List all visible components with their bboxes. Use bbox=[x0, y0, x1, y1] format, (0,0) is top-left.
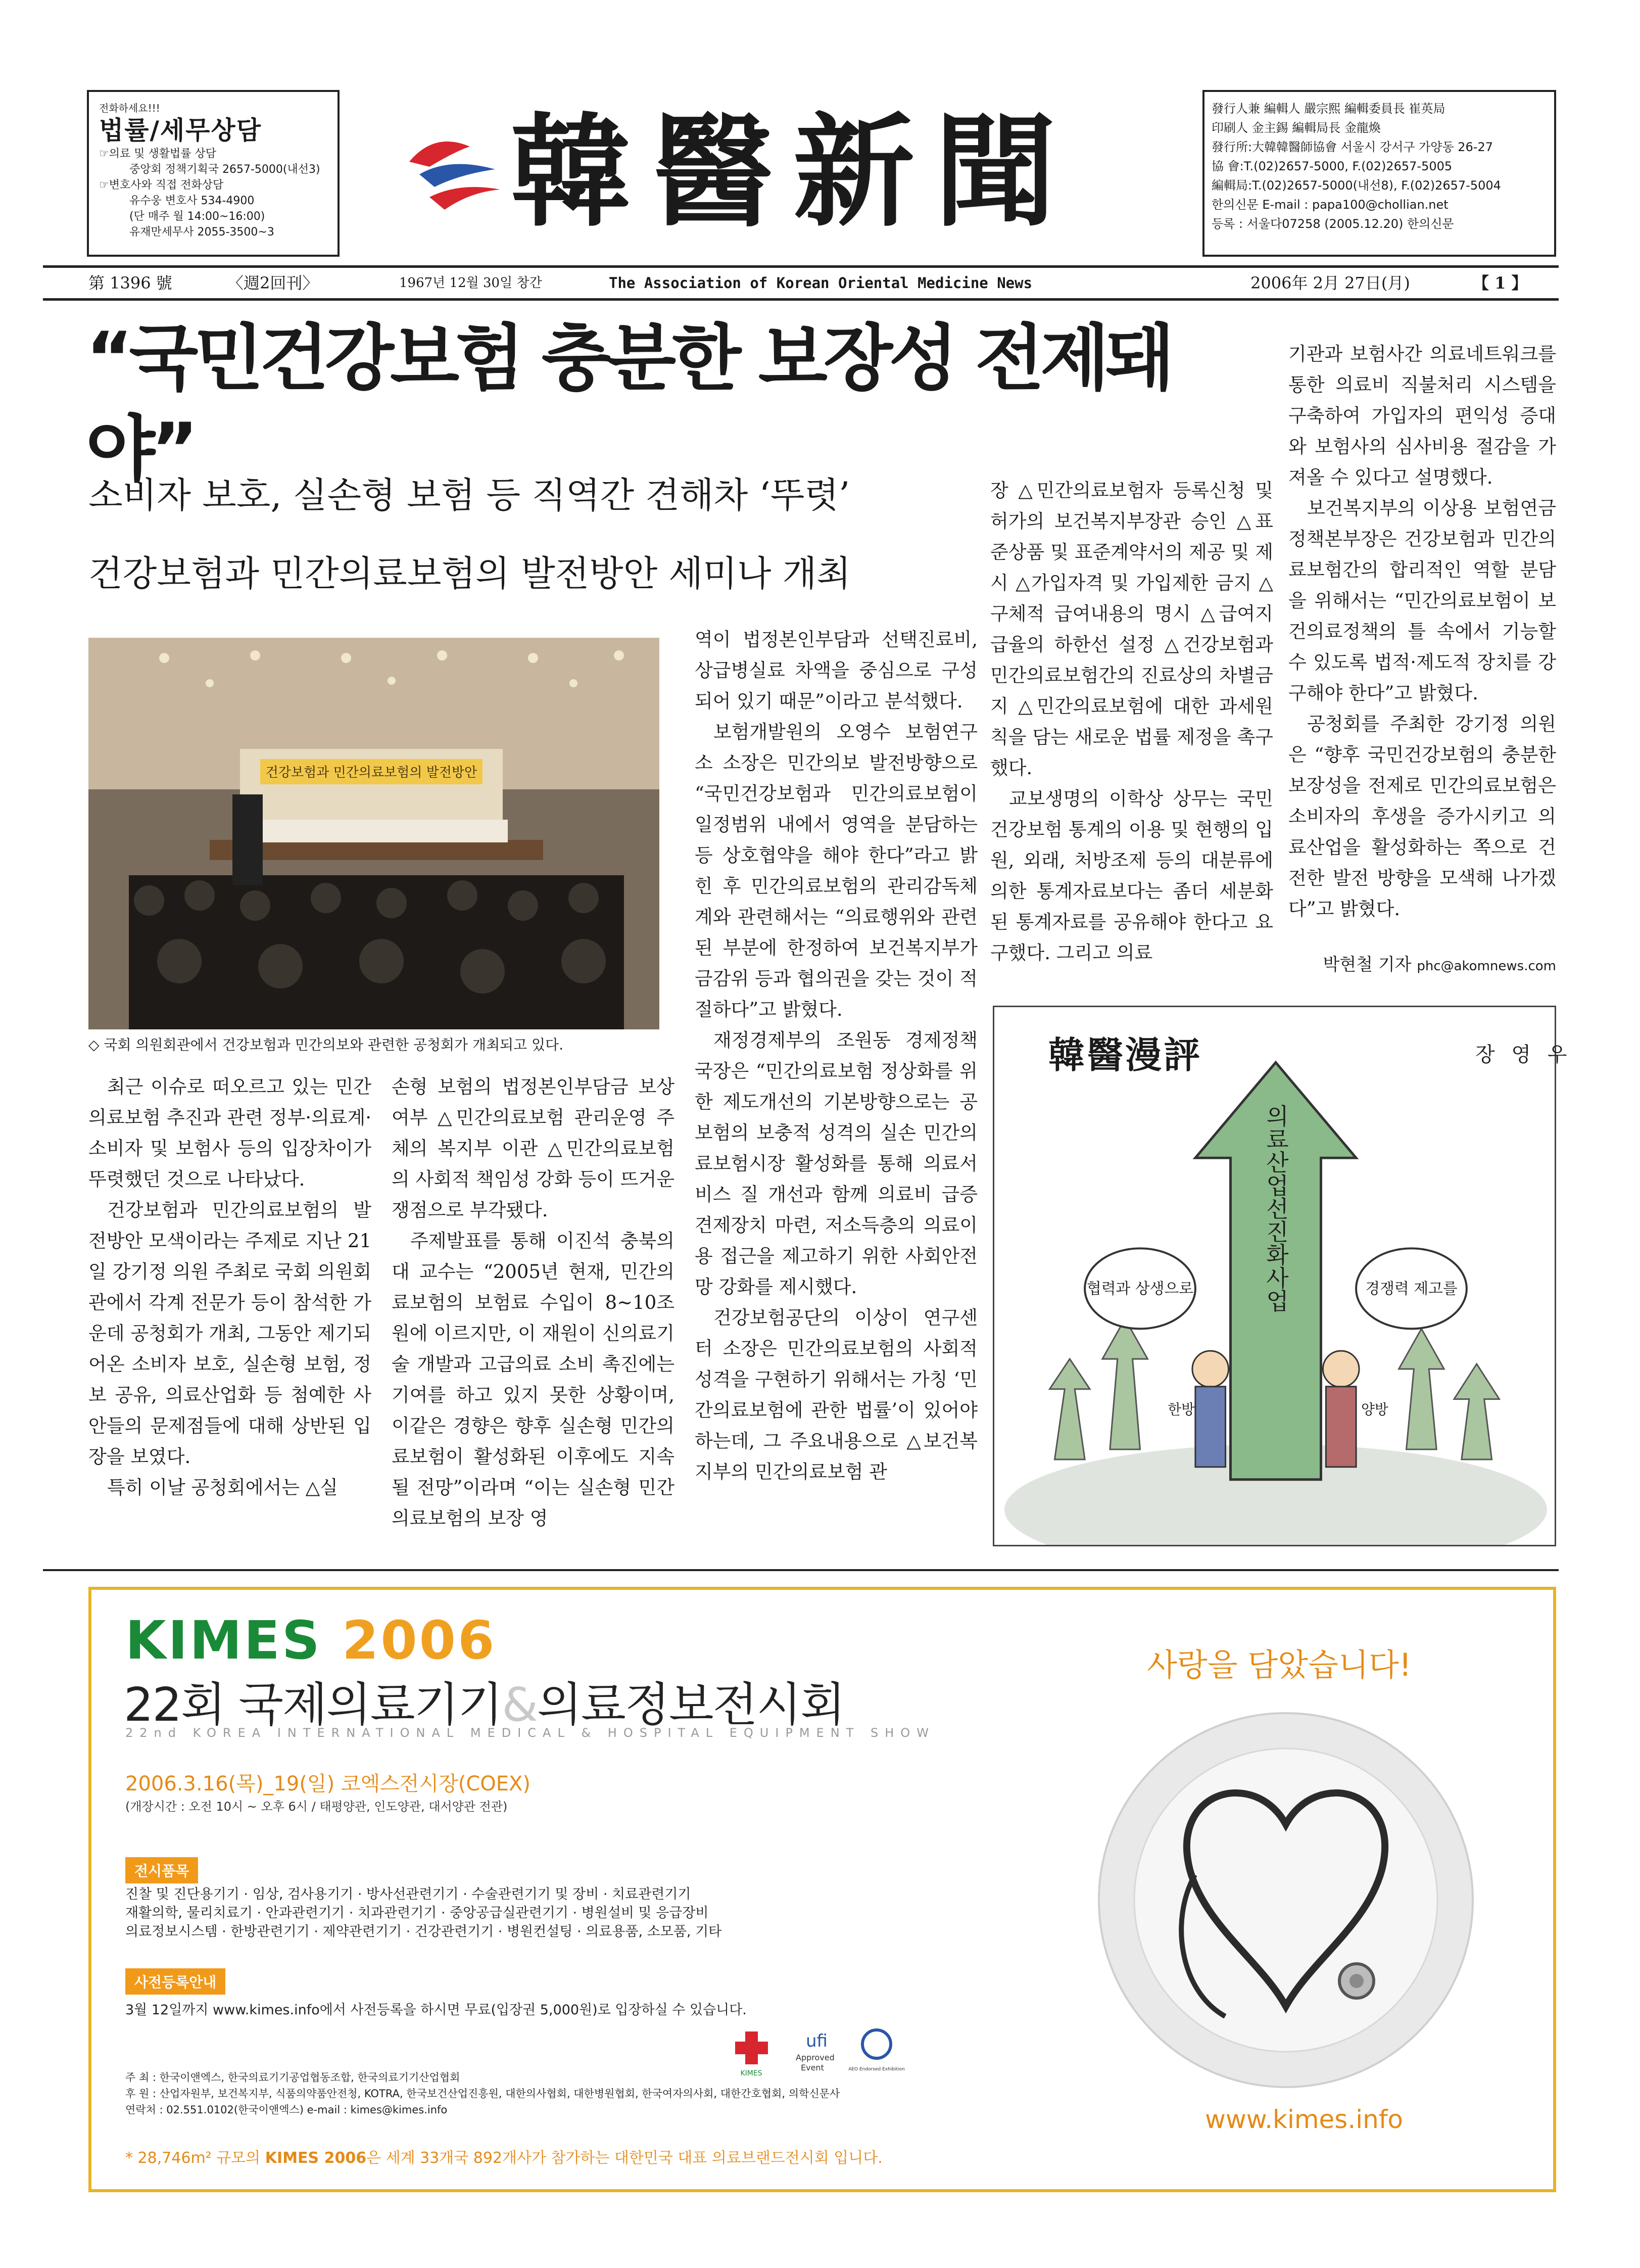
consult-line: ☞변호사와 직접 전화상담 bbox=[99, 179, 224, 192]
left-speech-bubble: 협력과 상생으로 bbox=[1086, 1280, 1194, 1298]
article-paragraph: 건강보험공단의 이상이 연구센터 소장은 민간의료보험의 사회적 성격을 구현하기 위해서는 가칭 ‘민간의료보험에 관한 법률’이 있어야 하는데, 그 주요내용으로 △보건복지부의 민간의료보험 관 bbox=[695, 1307, 978, 1483]
kimes-mini-logo: KIMES bbox=[740, 2069, 762, 2077]
ufi-approved: Approved bbox=[796, 2053, 835, 2062]
right-speech-bubble: 경쟁력 제고를 bbox=[1365, 1280, 1458, 1298]
article-paragraph: 기관과 보험사간 의료네트워크를 통한 의료비 직불처리 시스템을 구축하여 가입자의 편익성 증대와 보험사의 심사비용 절감을 가져올 수 있다고 설명했다. bbox=[1288, 343, 1556, 488]
organizer-line: 후 원 : 산업자원부, 보건복지부, 식품의약품안전청, KOTRA, 한국보건산업진흥원, 대한의사협회, 대한병원협회, 한국여자의사회, 대한간호협회, 의학신문사 bbox=[125, 2088, 840, 2100]
consult-line: ☞의료 및 생활법률 상담 bbox=[99, 148, 216, 160]
cartoon-title: 韓醫漫評 bbox=[1048, 1033, 1202, 1076]
page-number: 【 1 】 bbox=[1473, 273, 1528, 293]
masthead-bottom-rule bbox=[43, 298, 1559, 301]
issue-frequency: 〈週2回刊〉 bbox=[227, 273, 319, 293]
organizer-line: 주 최 : 한국이앤엑스, 한국의료기기공업협동조합, 한국의료기기산업협회 bbox=[125, 2071, 460, 2084]
ad-footer-post: 은 세계 33개국 892개사가 참가하는 대한민국 대표 의료브랜드전시회 입니다. bbox=[366, 2149, 883, 2167]
publisher-line: 한의신문 E-mail : papa100@chollian.net bbox=[1212, 198, 1449, 212]
exhibition-title-amp: & bbox=[502, 1678, 538, 1732]
publisher-line: 등록 : 서울다07258 (2005.12.20) 한의신문 bbox=[1212, 217, 1454, 231]
legal-tax-consultation-box bbox=[87, 90, 340, 257]
kimes-logo-year: 2006 bbox=[342, 1610, 497, 1671]
stethoscope-heart-plate-icon bbox=[1094, 1708, 1478, 2092]
publisher-line: 印刷人 金主錫 編輯局長 金龍煥 bbox=[1212, 121, 1381, 135]
exhibit-items-list bbox=[125, 1885, 721, 1941]
article-paragraph: 장 △민간의료보험자 등록신청 및 허가의 보건복지부장관 승인 △표준상품 및 표준계약서의 제공 및 제시 △가입자격 및 가입제한 금지 △구체적 급여내용의 명시 △급여지급율의 하한선 설정 △건강보험과 민간의료보험간의 진료상의 차별금지 △민간의료보험에 대한 과세원칙을 담는 새로운 법률 제정을 촉구했다. bbox=[990, 480, 1273, 779]
article-headline: “국민건강보험 충분한 보장성 전제돼야” bbox=[86, 317, 1171, 491]
ad-footer-pre: * 28,746m² 규모의 bbox=[125, 2149, 265, 2167]
publisher-line: 發行所:大韓韓醫師協會 서울시 강서구 가양동 26-27 bbox=[1212, 140, 1493, 154]
article-paragraph: 최근 이슈로 떠오르고 있는 민간의료보험 추진과 관련 정부·의료계·소비자 및 보험사 등의 입장차이가 뚜렷했던 것으로 나타났다. bbox=[88, 1076, 371, 1190]
article-paragraph: 주제발표를 통해 이진석 충북의대 교수는 “2005년 현재, 민간의료보험의 보험료 수입이 8~10조원에 이르지만, 이 재원이 신의료기술 개발과 고급의료 소비 촉진에는 기여를 하고 있지 못한 상황이며, 이같은 경향은 향후 실손형 민간의료보험이 활성화된 이후에도 지속될 전망”이라며 “이는 실손형 민간의료보험의 보장 영 bbox=[392, 1230, 674, 1529]
consult-line: 중앙회 정책기획국 2657-5000(내선3) bbox=[129, 163, 320, 176]
exhibition-date: 2006.3.16(목)_19(일) 코엑스전시장(COEX) bbox=[125, 1772, 531, 1796]
newspaper-title: 韓醫新聞 bbox=[510, 101, 1076, 243]
exhibit-item-line: 재활의학, 물리치료기 · 안과관련기기 · 치과관련기기 · 중앙공급실관련기기 · 병원설비 및 응급장비 bbox=[125, 1905, 709, 1921]
ad-website-link[interactable]: www.kimes.info bbox=[1205, 2105, 1404, 2134]
issue-info-bar bbox=[43, 268, 1559, 298]
photo-caption: ◇ 국회 의원회관에서 건강보험과 민간의보와 관련한 공청회가 개최되고 있다. bbox=[88, 1036, 564, 1053]
article-paragraph: 보건복지부의 이상용 보험연금정책본부장은 건강보험과 민간의료보험간의 합리적인 역할 분담을 위해서는 “민간의료보험이 보건의료정책의 틀 속에서 기능할 수 있도록 법적·제도적 장치를 강구해야 한다”고 밝혔다. bbox=[1288, 497, 1556, 704]
article-paragraph: 역이 법정본인부담과 선택진료비, 상급병실료 차액을 중심으로 구성되어 있기 때문”이라고 분석했다. bbox=[695, 629, 978, 712]
exhibition-title-main: 22회 국제의료기기 bbox=[124, 1678, 502, 1732]
exhibition-title-end: 의료정보전시회 bbox=[537, 1678, 845, 1732]
kimes-logo-text: KIMES bbox=[125, 1610, 322, 1671]
right-figure-label: 양방 bbox=[1361, 1401, 1388, 1418]
publisher-line: 發行人兼 編輯人 嚴宗熙 編輯委員長 崔英局 bbox=[1212, 102, 1445, 116]
exhibition-hours: (개장시간 : 오전 10시 ~ 오후 6시 / 태평양관, 인도양관, 대서양관 전관) bbox=[125, 1800, 508, 1814]
publisher-info-box bbox=[1202, 90, 1556, 257]
article-paragraph: 건강보험과 민간의료보험의 발전방안 모색이라는 주제로 지난 21일 강기정 의원 주최로 국회 의원회관에서 각계 전문가 등이 참석한 가운데 공청회가 개최, 그동안 제기되어온 소비자 보호, 실손형 보험, 정보 공유, 의료산업화 등 첨예한 사안들의 문제점들에 대해 상반된 입장을 보였다. bbox=[88, 1199, 371, 1468]
exhibition-title bbox=[124, 1668, 844, 1734]
issue-number: 第 1396 號 bbox=[88, 273, 172, 293]
article-byline bbox=[1288, 951, 1556, 980]
article-column-3 bbox=[695, 624, 978, 1551]
article-column-4 bbox=[990, 475, 1273, 985]
ufi-event: Event bbox=[801, 2063, 824, 2072]
ad-slogan: 사랑을 담았습니다! bbox=[1147, 1646, 1412, 1683]
exhibit-items-badge: 전시품목 bbox=[125, 1857, 198, 1883]
ufi-logo: ufi bbox=[806, 2031, 828, 2051]
byline-email: phc@akomnews.com bbox=[1417, 959, 1556, 974]
article-paragraph: 공청회를 주최한 강기정 의원은 “향후 국민건강보험의 충분한 보장성을 전제로 민간의료보험은 소비자의 후생을 증가시키고 의료산업을 활성화하는 쪽으로 건전한 발전 방향을 모색해 나가겠다”고 밝혔다. bbox=[1288, 713, 1556, 920]
editorial-cartoon bbox=[993, 1006, 1556, 1546]
exhibition-english-title: 22nd KOREA INTERNATIONAL MEDICAL & HOSPITAL EQUIPMENT SHOW bbox=[125, 1726, 935, 1740]
pre-registration-badge: 사전등록안내 bbox=[125, 1968, 225, 1995]
article-subhead: 건강보험과 민간의료보험의 발전방안 세미나 개최 bbox=[88, 553, 851, 594]
article-paragraph: 손형 보험의 법정본인부담금 보상 여부 △민간의료보험 관리운영 주체의 복지부 이관 △민간의료보험의 사회적 책임성 강화 등이 뜨거운 쟁점으로 부각됐다. bbox=[392, 1076, 674, 1221]
exhibit-item-line: 진찰 및 진단용기기 · 임상, 검사용기기 · 방사선관련기기 · 수술관련기기 및 장비 · 치료관련기기 bbox=[125, 1886, 691, 1902]
article-column-1 bbox=[88, 1071, 371, 1551]
article-paragraph: 특히 이날 공청회에서는 △실 bbox=[107, 1477, 338, 1498]
article-column-2 bbox=[392, 1071, 674, 1551]
association-logo-icon bbox=[399, 126, 510, 217]
aeo-logo: AEO Endorsed Exhibition bbox=[848, 2067, 905, 2072]
issue-date: 2006年 2月 27日(月) bbox=[1250, 273, 1410, 293]
pre-registration-text: 3월 12일까지 www.kimes.info에서 사전등록을 하시면 무료(입장권 5,000원)로 입장하실 수 있습니다. bbox=[125, 2002, 747, 2018]
article-paragraph: 재정경제부의 조원동 경제정책국장은 “민간의료보험 정상화를 위한 제도개선의 기본방향으로는 공보험의 보충적 성격의 실손 민간의료보험시장 활성화를 통해 의료서비스 질 개선과 함께 의료비 급증 견제장치 마련, 저소득층의 의료이용 접근을 제고하기 위한 사회안전망 강화를 제시했다. bbox=[695, 1029, 978, 1298]
article-column-5 bbox=[1288, 339, 1556, 990]
photo-banner-text: 건강보험과 민간의료보험의 발전방안 bbox=[265, 765, 477, 780]
publisher-line: 編輯局:T.(02)2657-5000(내선8), F.(02)2657-5004 bbox=[1212, 178, 1501, 193]
article-subhead: 소비자 보호, 실손형 보험 등 직역간 견해차 ‘뚜렷’ bbox=[88, 475, 850, 516]
consult-line: 유재만세무사 2055-3500~3 bbox=[129, 226, 274, 239]
byline-name: 박현철 기자 bbox=[1323, 955, 1412, 975]
arrow-label: 의료산업선진화사업 bbox=[1262, 1104, 1289, 1312]
ad-footer-bold: KIMES 2006 bbox=[265, 2149, 367, 2167]
consult-title: 법률/세무상담 bbox=[99, 116, 262, 145]
founded-date: 1967년 12월 30일 창간 bbox=[399, 275, 542, 291]
consult-line: (단 매주 월 14:00~16:00) bbox=[129, 210, 265, 223]
article-paragraph: 교보생명의 이학상 상무는 국민건강보험 통계의 이용 및 현행의 입원, 외래, 처방조제 등의 대분류에 의한 통계자료보다는 좀더 세분화된 통계자료를 공유해야 한다고 요구했다. 그리고 의료 bbox=[990, 788, 1273, 964]
english-title: The Association of Korean Oriental Medicine News bbox=[609, 274, 1033, 292]
section-divider bbox=[43, 1569, 1559, 1571]
ad-footer-note bbox=[125, 2145, 883, 2167]
seminar-photo bbox=[88, 638, 659, 1029]
exhibit-item-line: 의료정보시스템 · 한방관련기기 · 제약관련기기 · 건강관련기기 · 병원컨설팅 · 의료용품, 소모품, 기타 bbox=[125, 1924, 722, 1940]
organizers-info bbox=[125, 2069, 840, 2118]
organizer-line: 연락처 : 02.551.0102(한국이앤엑스) e-mail : kimes@kimes.info bbox=[125, 2104, 448, 2116]
cartoon-author: 장 영 우 bbox=[1475, 1043, 1572, 1066]
publisher-line: 協 會:T.(02)2657-5000, F.(02)2657-5005 bbox=[1212, 159, 1453, 173]
consult-call-label: 전화하세요!!! bbox=[99, 102, 160, 114]
consult-line: 유수웅 변호사 534-4900 bbox=[129, 195, 255, 207]
kimes-logo bbox=[125, 1610, 496, 1671]
left-figure-label: 한방 bbox=[1168, 1401, 1195, 1418]
article-paragraph: 보험개발원의 오영수 보험연구소 소장은 민간의보 발전방향으로 “국민건강보험과 민간의료보험이 일정범위 내에서 영역을 분담하는 등 상호협약을 해야 한다”라고 밝힌 후 민간의료보험의 관리감독체계와 관련해서는 “의료행위와 관련된 부분에 한정하여 보건복지부가 금감위 등과 협의권을 갖는 것이 적절하다”고 밝혔다. bbox=[695, 721, 978, 1020]
